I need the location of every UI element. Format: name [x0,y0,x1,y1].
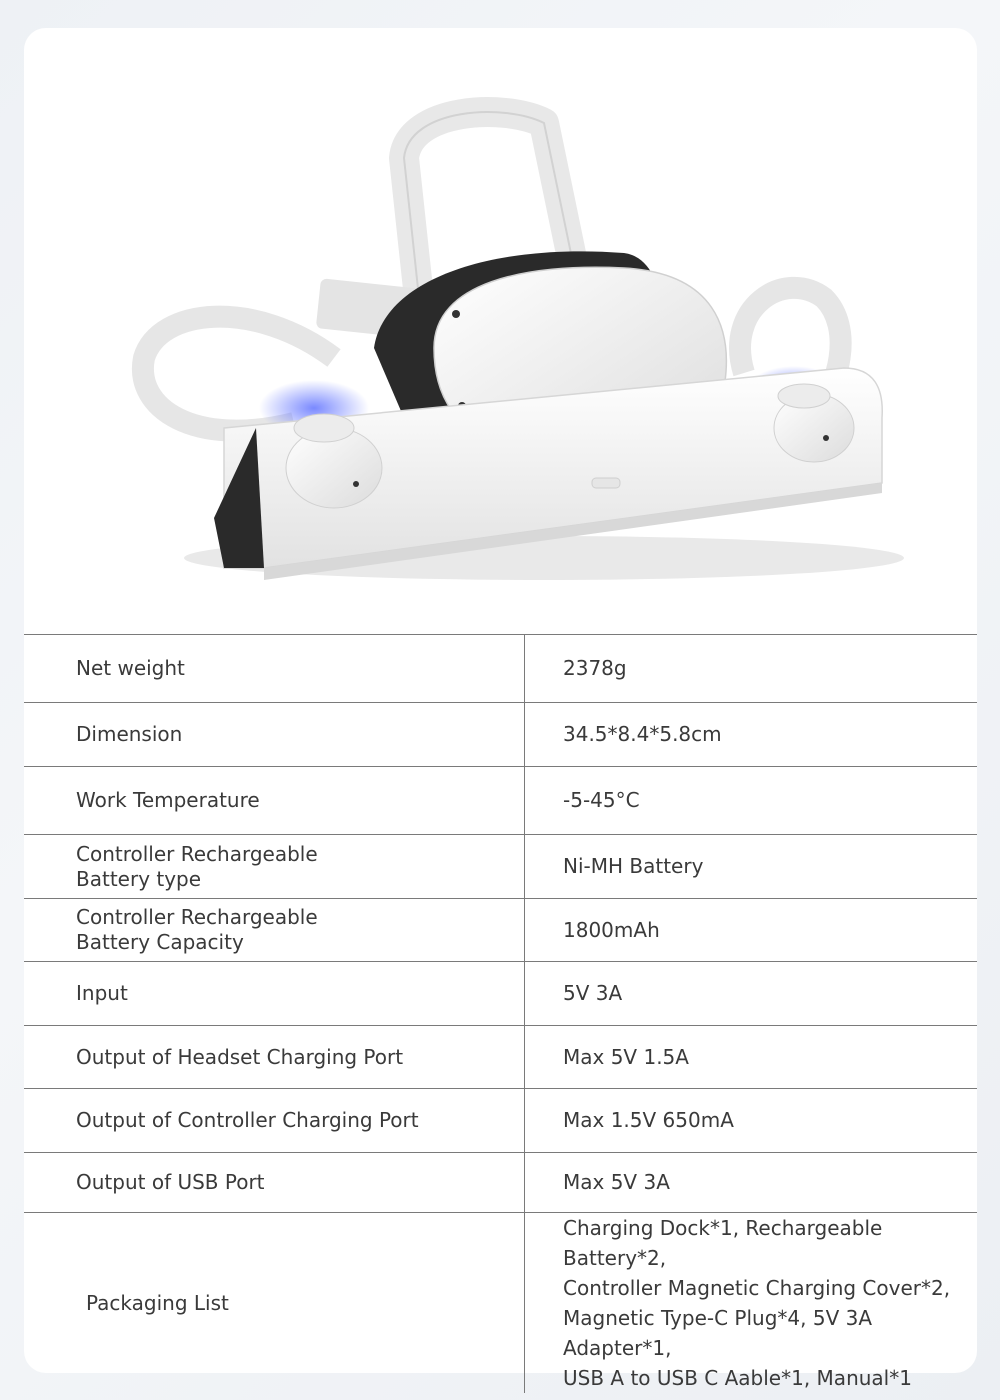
spec-label: Packaging List [86,1290,229,1315]
spec-row-usb-output [24,1153,977,1213]
spec-row-headset-output [24,1026,977,1089]
spec-table [24,634,977,1393]
vr-headset-charging-dock-icon [24,28,977,634]
spec-value: 1800mAh [563,917,660,942]
spec-label: Output of Controller Charging Port [76,1108,419,1132]
spec-value: -5-45°C [563,788,640,812]
spec-value: 2378g [563,656,627,680]
spec-value: Charging Dock*1, Rechargeable Battery*2, Controller Magnetic Charging Cover*2, Magnetic Type-C Plug*4, 5V 3A Adapter*1, USB A to USB C Aable*1, Manual*1 [563,1216,951,1390]
spec-row-dimension [24,703,977,767]
spec-value: Max 5V 1.5A [563,1044,689,1069]
spec-label: Work Temperature [76,788,260,812]
spec-row-work-temperature [24,767,977,835]
spec-value: 34.5*8.4*5.8cm [563,722,722,746]
spec-row-packaging-list [24,1213,977,1394]
spec-label: Input [76,981,128,1005]
spec-label: Net weight [76,656,185,680]
spec-row-input [24,962,977,1026]
spec-label: Output of USB Port [76,1170,265,1194]
spec-row-battery-type [24,835,977,899]
spec-label: Output of Headset Charging Port [76,1044,404,1069]
spec-row-controller-output [24,1089,977,1153]
spec-label: Controller Rechargeable Battery Capacity [76,905,318,954]
spec-label: Controller Rechargeable Battery type [76,841,318,891]
spec-value: Ni-MH Battery [563,854,704,878]
product-image [24,28,977,634]
spec-value: 5V 3A [563,981,623,1005]
spec-label: Dimension [76,722,183,746]
spec-value: Max 5V 3A [563,1170,670,1194]
spec-row-battery-capacity [24,899,977,962]
spec-row-net-weight [24,635,977,703]
spec-value: Max 1.5V 650mA [563,1108,734,1132]
product-card [24,28,977,1390]
